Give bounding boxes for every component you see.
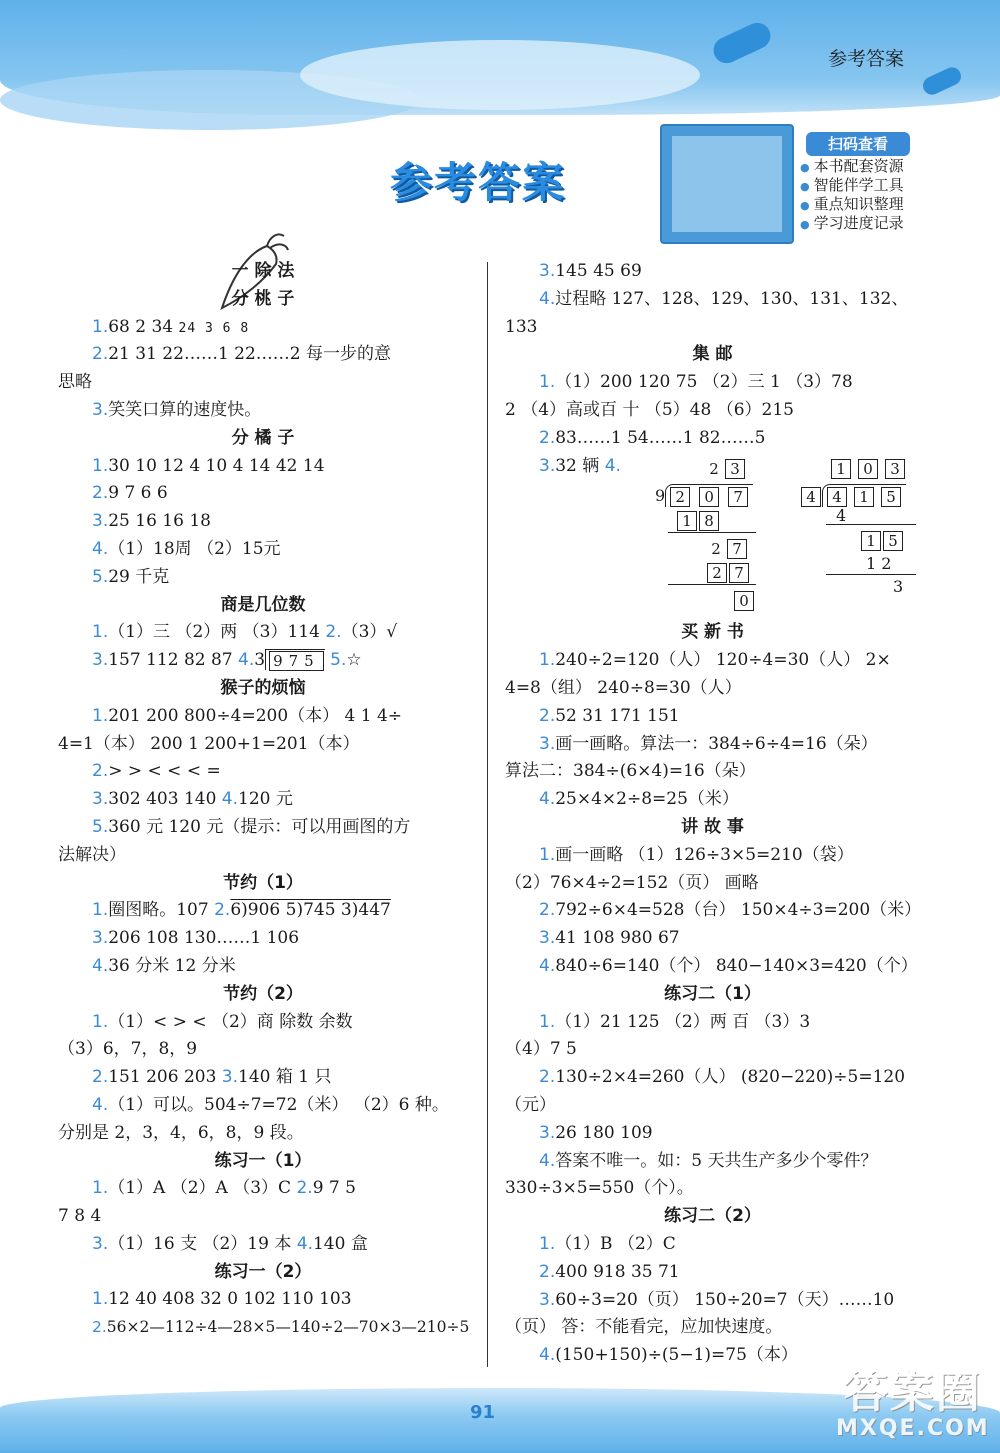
answer-line: 2.151 206 203 3.140 箱 1 只 [92, 1067, 332, 1088]
answer-line: 3.25 16 16 18 [92, 511, 211, 532]
answer-line: 2 （4）高或百 十 （5）48 （6）215 [505, 399, 794, 420]
answer-line: 3.（1）16 支 （2）19 本 4.140 盒 [92, 1233, 368, 1254]
answer-line: 1.（1）B （2）C [539, 1233, 676, 1254]
answer-line: 1.68 2 34 24 3 6 8 [92, 316, 250, 337]
answer-line: （页） 答：不能看完，应加快速度。 [505, 1317, 783, 1338]
section-title: 猴子的烦恼 [220, 677, 306, 698]
section-title: 练习一（2） [214, 1261, 312, 1282]
right-column [505, 258, 920, 1370]
answer-line: 2.130÷2×4=260（人） (820−220)÷5=120 [539, 1067, 906, 1088]
section-title: 练习二（1） [664, 983, 761, 1004]
header-tag: 参考答案 [828, 48, 905, 70]
answer-line: 1.（1）< > < （2）商 除数 余数 [92, 1011, 353, 1032]
answer-line: 分别是 2，3，4，6，8，9 段。 [58, 1122, 304, 1143]
answer-line: 1.240÷2=120（人） 120÷4=30（人） 2× [539, 650, 891, 671]
answer-line: 3.206 108 130……1 106 [92, 928, 300, 949]
watermark: 答案圈 MXQE.COM [836, 1367, 990, 1441]
answer-line: 2.52 31 171 151 [539, 705, 680, 726]
answer-line: 5.29 千克 [92, 566, 170, 587]
answer-line: 4.过程略 127、128、129、130、131、132、 [539, 288, 909, 309]
section-title: 讲 故 事 [681, 816, 744, 837]
scan-feature-list [800, 157, 904, 233]
answer-line: 4=1（本） 200 1 200+1=201（本） [58, 733, 360, 754]
answer-line: 法解决） [58, 844, 126, 865]
qr-code-icon [660, 124, 794, 244]
answer-line: 3.302 403 140 4.120 元 [92, 789, 293, 810]
answer-line: 4.25×4×2÷8=25（米） [539, 789, 739, 810]
answer-line: 3.157 112 82 87 4.3 975 5.☆ [92, 650, 362, 671]
answer-line: 1.画一画略 （1）126÷3×5=210（袋） [539, 844, 854, 865]
section-title: 买 新 书 [681, 622, 744, 643]
answer-line: 4.答案不唯一。如：5 天共生产多少个零件？ [539, 1150, 878, 1171]
answer-line: 3.画一画略。算法一：384÷6÷4=16（朵） [539, 733, 878, 754]
answer-line: 4.（1）可以。504÷7=72（米） （2）6 种。 [92, 1094, 449, 1115]
unit-title: 一 除 法 [231, 261, 295, 281]
section-title: 商是几位数 [220, 594, 306, 615]
answer-line: 4=8（组） 240÷8=30（人） [505, 677, 742, 698]
answer-line: （4）7 5 [505, 1039, 577, 1060]
cloud-decoration [300, 40, 700, 110]
answer-line: 3.26 180 109 [539, 1122, 653, 1143]
answer-line: （3）6，7，8，9 [58, 1039, 198, 1060]
answer-line: 4.（1）18周 （2）15元 [92, 538, 281, 559]
section-title: 分 橘 子 [231, 427, 295, 448]
section-title: 分 桃 子 [231, 288, 295, 309]
answer-line: 1.201 200 800÷4=200（本） 4 1 4÷ [92, 705, 403, 726]
answer-line: 3.60÷3=20（页） 150÷20=7（天）……10 [539, 1289, 895, 1310]
answer-line: 4.(150+150)÷(5−1)=75（本） [539, 1345, 798, 1366]
page-title: 参考答案 [390, 158, 567, 207]
answer-line: 2.21 31 22……1 22……2 每一步的意 [92, 344, 392, 365]
answer-line: 330÷3×5=550（个）。 [505, 1178, 694, 1199]
answer-line: 4.840÷6=140（个） 840−140×3=420（个） [539, 955, 918, 976]
answer-line: 4.36 分米 12 分米 [92, 955, 236, 976]
section-title: 练习一（1） [214, 1150, 312, 1171]
answer-line: 2.400 918 35 71 [539, 1261, 680, 1282]
division-bracket: 975 [265, 649, 325, 670]
answer-line: 2.> > < < < = [92, 761, 221, 782]
section-title: 集 邮 [692, 344, 733, 365]
answer-line: 2.9 7 6 6 [92, 483, 168, 504]
page-number: 91 [470, 1402, 496, 1423]
answer-line: 1.12 40 408 32 0 102 110 103 [92, 1289, 352, 1310]
answer-line: （2）76×4÷2=152（页） 画略 [505, 872, 759, 893]
answer-line: 3.145 45 69 [539, 261, 642, 281]
answer-line: 2.83……1 54……1 82……5 [539, 427, 766, 448]
answer-line: 1.（1）21 125 （2）两 百 （3）3 [539, 1011, 811, 1032]
left-column [58, 258, 468, 1342]
answer-line: 算法二：384÷(6×4)=16（朵） [505, 761, 756, 782]
scan-item: ● 智能伴学工具 [800, 176, 904, 195]
answer-line: （元） [505, 1094, 556, 1115]
answer-line: 1.30 10 12 4 10 4 14 42 14 [92, 455, 325, 476]
answer-line: 1.（1）三 （2）两 （3）114 2.（3）√ [92, 622, 398, 643]
column-divider [487, 262, 488, 1367]
scan-item: ● 重点知识整理 [800, 195, 904, 214]
section-title: 节约（2） [223, 983, 303, 1004]
scan-label: 扫码查看 [806, 132, 910, 156]
answer-line: 3.笑笑口算的速度快。 [92, 399, 262, 420]
scan-item: ● 学习进度记录 [800, 214, 904, 233]
section-title: 练习二（2） [664, 1206, 761, 1227]
answer-line: 1.圈图略。107 2.6)906 5)745 3)447 [92, 900, 391, 921]
answer-line: 7 8 4 [58, 1206, 102, 1227]
answer-line: 3.41 108 980 67 [539, 928, 680, 949]
answer-line: 2.56×2—112÷4—28×5—140÷2—70×3—210÷5 [92, 1318, 470, 1337]
answer-line: 133 [505, 316, 538, 337]
answer-line: 思略 [58, 372, 92, 393]
answer-line: 1.（1）200 120 75 （2）三 1 （3）78 [539, 372, 853, 393]
scan-item: ● 本书配套资源 [800, 157, 904, 176]
answer-line: 1.（1）A （2）A （3）C 2.9 7 5 [92, 1178, 356, 1199]
answer-line: 3.32 辆 4. [539, 455, 621, 476]
section-title: 节约（1） [223, 872, 303, 893]
answer-line: 2.792÷6×4=528（台） 150×4÷3=200（米） [539, 900, 922, 921]
answer-line: 5.360 元 120 元（提示：可以用画图的方 [92, 816, 411, 837]
